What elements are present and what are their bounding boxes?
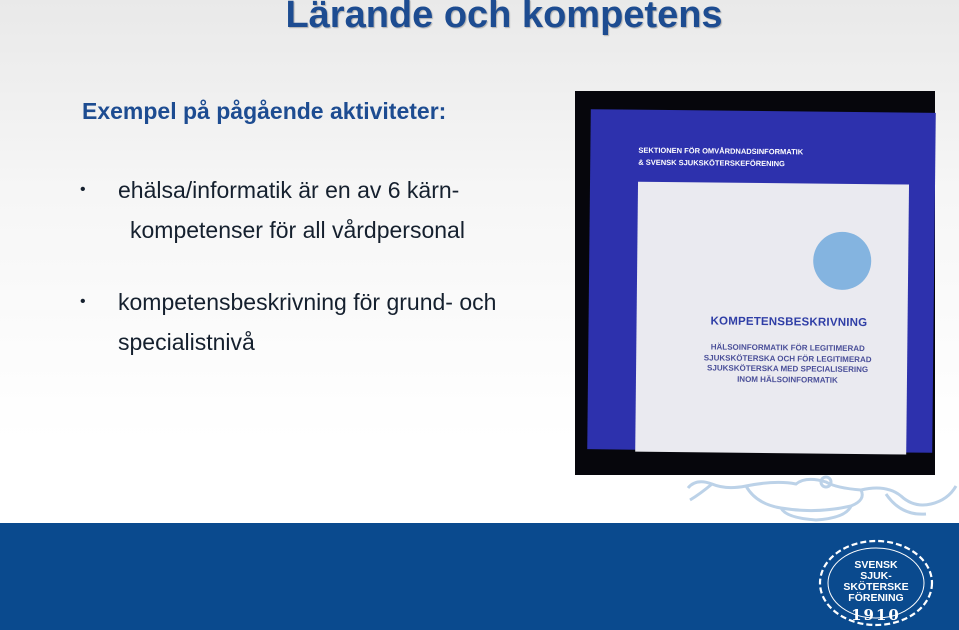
slide-title: Lärande och kompetens	[285, 0, 723, 36]
bullet-icon: •	[80, 181, 86, 198]
bullet-text-line2: specialistnivå	[118, 329, 255, 355]
slide-subtitle: Exempel på pågående aktiviteter:	[82, 98, 447, 124]
booklet-photo	[575, 91, 935, 475]
oil-lamp-icon	[686, 474, 959, 522]
booklet-section-line1: SEKTIONEN FÖR OMVÅRDNADSINFORMATIK	[638, 145, 804, 157]
logo-text	[815, 560, 937, 604]
bullet-item	[80, 170, 580, 250]
booklet-subtitle-line: SJUKSKÖTERSKA OCH FÖR LEGITIMERAD	[703, 352, 872, 364]
booklet-title: KOMPETENSBESKRIVNING	[710, 315, 868, 330]
bullet-text-line1: ehälsa/informatik är en av 6 kärn-	[118, 177, 460, 203]
booklet-subtitle-line: SJUKSKÖTERSKA MED SPECIALISERING	[707, 363, 869, 375]
booklet-subtitle	[700, 342, 875, 386]
bullet-list	[80, 170, 580, 362]
logo-line: SJUK-	[860, 570, 892, 582]
bullet-item	[80, 282, 580, 362]
logo-line: SKÖTERSKE	[843, 581, 909, 593]
booklet-subtitle-line: INOM HÄLSOINFORMATIK	[737, 374, 838, 385]
bullet-text-line2: kompetenser för all vårdpersonal	[130, 217, 465, 243]
logo-line: FÖRENING	[848, 592, 904, 604]
booklet-section-line2: & SVENSK SJUKSKÖTERSKEFÖRENING	[638, 157, 785, 169]
booklet-subtitle-line: HÄLSOINFORMATIK FÖR LEGITIMERAD	[710, 342, 865, 354]
association-logo	[815, 538, 937, 628]
logo-year: 1910	[851, 606, 901, 624]
bullet-text-line1: kompetensbeskrivning för grund- och	[118, 289, 497, 315]
booklet-section-text	[638, 145, 898, 172]
logo-line: SVENSK	[854, 559, 898, 571]
booklet-cover	[587, 109, 936, 453]
bullet-icon: •	[80, 293, 86, 310]
circle-graphic	[813, 232, 872, 291]
